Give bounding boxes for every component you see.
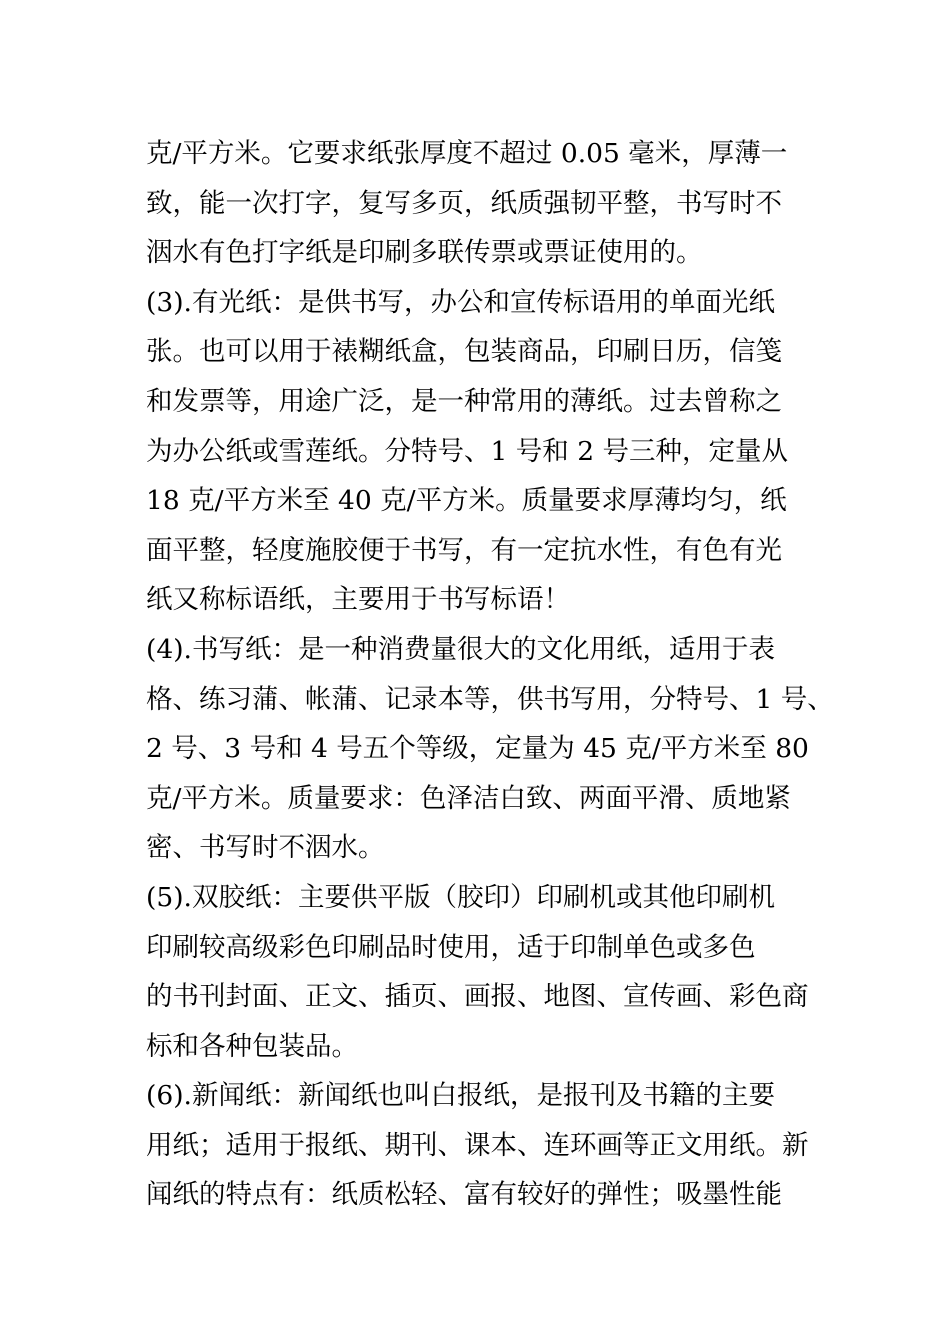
text-line: 面平整，轻度施胶便于书写，有一定抗水性，有色有光 bbox=[146, 534, 782, 566]
text-line: 用纸；适用于报纸、期刊、课本、连环画等正文用纸。新 bbox=[146, 1129, 809, 1161]
text-line: 克/平方米。它要求纸张厚度不超过 0.05 毫米，厚薄一 bbox=[146, 138, 788, 169]
body-text bbox=[146, 129, 834, 1220]
text-line: 18 克/平方米至 40 克/平方米。质量要求厚薄均匀，纸 bbox=[146, 485, 787, 517]
text-line: 密、书写时不洇水。 bbox=[146, 832, 385, 864]
text-line: (3).有光纸：是供书写，办公和宣传标语用的单面光纸 bbox=[146, 286, 775, 318]
text-line: 克/平方米。质量要求：色泽洁白致、两面平滑、质地紧 bbox=[146, 782, 791, 814]
text-line: 纸又称标语纸，主要用于书写标语！ bbox=[146, 584, 570, 616]
text-line: 格、练习蒲、帐蒲、记录本等，供书写用，分特号、1 号、 bbox=[146, 683, 834, 715]
text-line: 2 号、3 号和 4 号五个等级，定量为 45 克/平方米至 80 bbox=[146, 733, 809, 765]
text-line: 印刷较高级彩色印刷品时使用，适于印制单色或多色 bbox=[146, 931, 756, 963]
text-line: 和发票等，用途广泛，是一种常用的薄纸。过去曾称之 bbox=[146, 385, 782, 417]
text-line: 闻纸的特点有：纸质松轻、富有较好的弹性；吸墨性能 bbox=[146, 1179, 782, 1211]
text-line: 的书刊封面、正文、插页、画报、地图、宣传画、彩色商 bbox=[146, 981, 809, 1013]
text-line: (5).双胶纸：主要供平版（胶印）印刷机或其他印刷机 bbox=[146, 881, 775, 913]
text-line: 张。也可以用于裱糊纸盒，包装商品，印刷日历，信笺 bbox=[146, 336, 782, 368]
text-line: 为办公纸或雪莲纸。分特号、1 号和 2 号三种，定量从 bbox=[146, 435, 788, 467]
text-line: (6).新闻纸：新闻纸也叫白报纸，是报刊及书籍的主要 bbox=[146, 1080, 775, 1112]
text-line: 洇水有色打字纸是印刷多联传票或票证使用的。 bbox=[146, 237, 703, 269]
text-line: 致，能一次打字，复写多页，纸质强韧平整，书写时不 bbox=[146, 187, 782, 219]
text-line: (4).书写纸：是一种消费量很大的文化用纸，适用于表 bbox=[146, 633, 775, 665]
text-line: 标和各种包装品。 bbox=[146, 1030, 358, 1062]
